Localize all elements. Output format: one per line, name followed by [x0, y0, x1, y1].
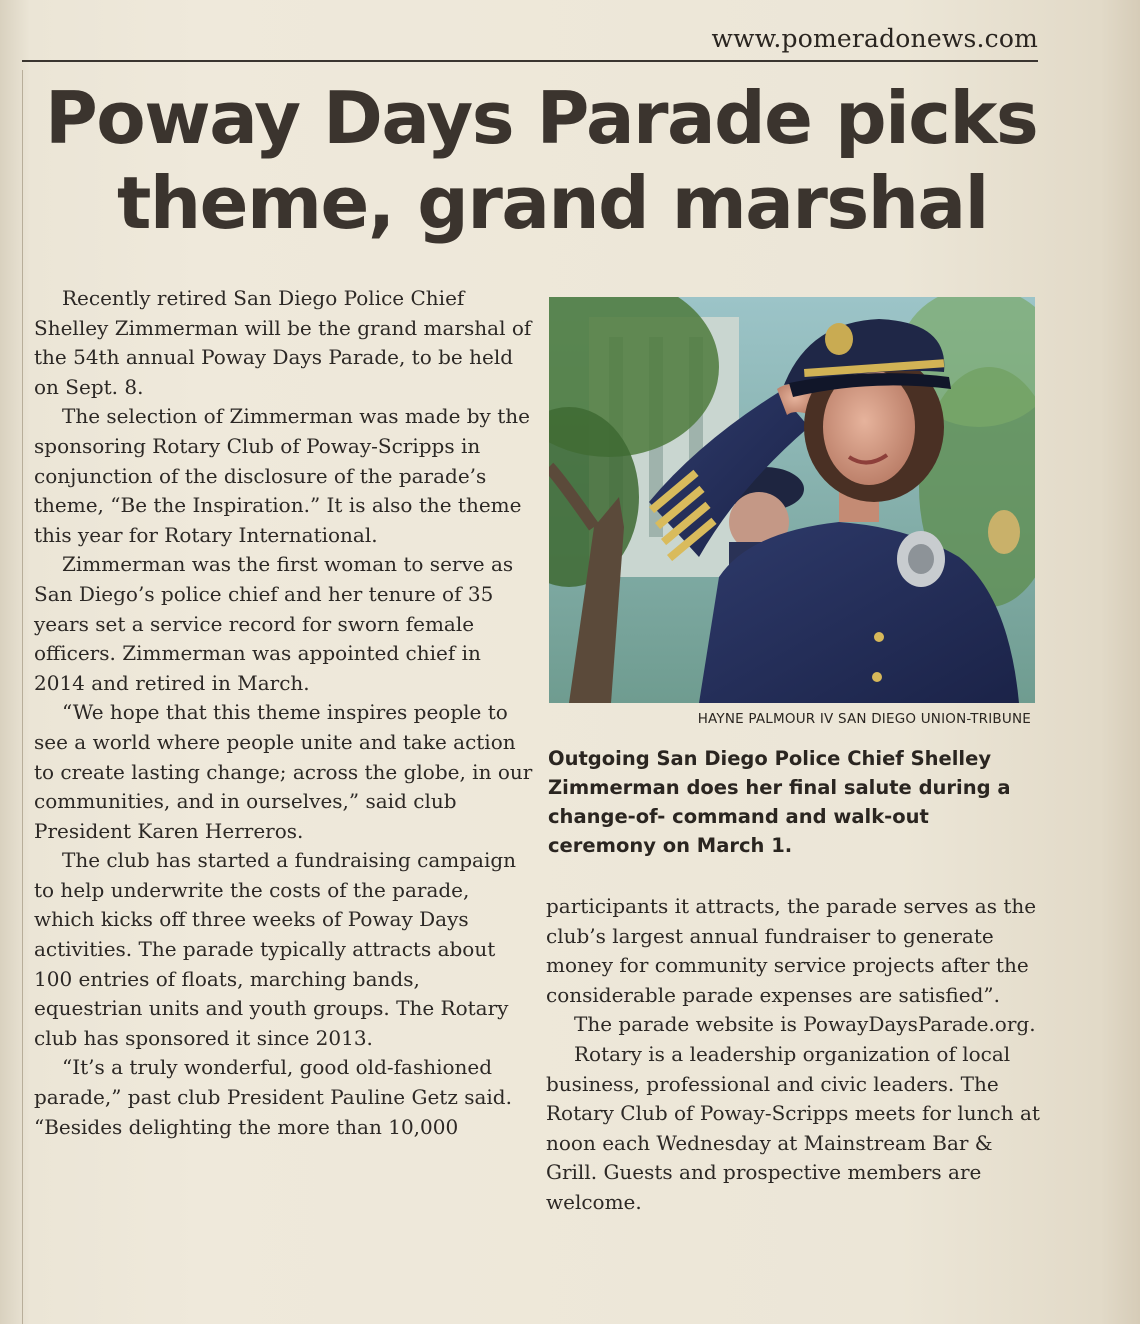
paragraph: “It’s a truly wonderful, good old-fashioned parade,” past club President Pauline Getz said. “Besides delighting the more than 10,000	[34, 1055, 512, 1139]
paragraph: The parade website is PowayDaysParade.org.	[574, 1012, 1036, 1037]
news-photo	[549, 297, 1035, 703]
website-url: www.pomeradonews.com	[711, 24, 1038, 53]
paragraph: participants it attracts, the parade serves as the club’s largest annual fundraiser to generate money for community service projects after the considerable parade expenses are satisfied”.	[546, 894, 1037, 1007]
headline	[45, 76, 1045, 246]
paragraph: Recently retired San Diego Police Chief Shelley Zimmerman will be the grand marshal of the 54th annual Poway Days Parade, to be held on Sept. 8.	[34, 286, 532, 399]
headline-line-1: Poway Days Parade picks	[45, 76, 1038, 160]
photo-caption: Outgoing San Diego Police Chief Shelley Zimmerman does her final salute during a change-of- command and walk-out ceremony on March 1.	[548, 747, 1011, 857]
paragraph: “We hope that this theme inspires people to see a world where people unite and take action to create lasting change; across the globe, in our communities, and in ourselves,” said club President Karen Herreros.	[34, 700, 533, 843]
article-column-right	[546, 892, 1046, 1218]
police-chief-salute-photo	[549, 297, 1035, 703]
headline-line-2: theme, grand marshal	[117, 161, 988, 245]
column-divider	[0, 70, 23, 1324]
article-column-left	[34, 284, 534, 1142]
photo-credit: HAYNE PALMOUR IV SAN DIEGO UNION-TRIBUNE	[697, 711, 1031, 727]
paragraph: Rotary is a leadership organization of local business, professional and civic leaders. The Rotary Club of Poway-Scripps meets for lunch at noon each Wednesday at Mainstream Bar & Grill. Guests and prospective members are welcome.	[546, 1041, 1040, 1214]
paragraph: The club has started a fundraising campaign to help underwrite the costs of the parade, which kicks off three weeks of Poway Days activities. The parade typically attracts about 100 entries of floats, marching bands, equestrian units and youth groups. The Rotary club has sponsored it since 2013.	[34, 848, 517, 1050]
paragraph: The selection of Zimmerman was made by the sponsoring Rotary Club of Poway-Scripps in conjunction of the disclosure of the parade’s theme, “Be the Inspiration.” It is also the theme this year for Rotary International.	[34, 404, 530, 547]
header-rule	[22, 60, 1038, 62]
paragraph: Zimmerman was the first woman to serve as San Diego’s police chief and her tenure of 35 years set a service record for sworn female officers. Zimmerman was appointed chief in 2014 and retired in March.	[34, 552, 514, 695]
